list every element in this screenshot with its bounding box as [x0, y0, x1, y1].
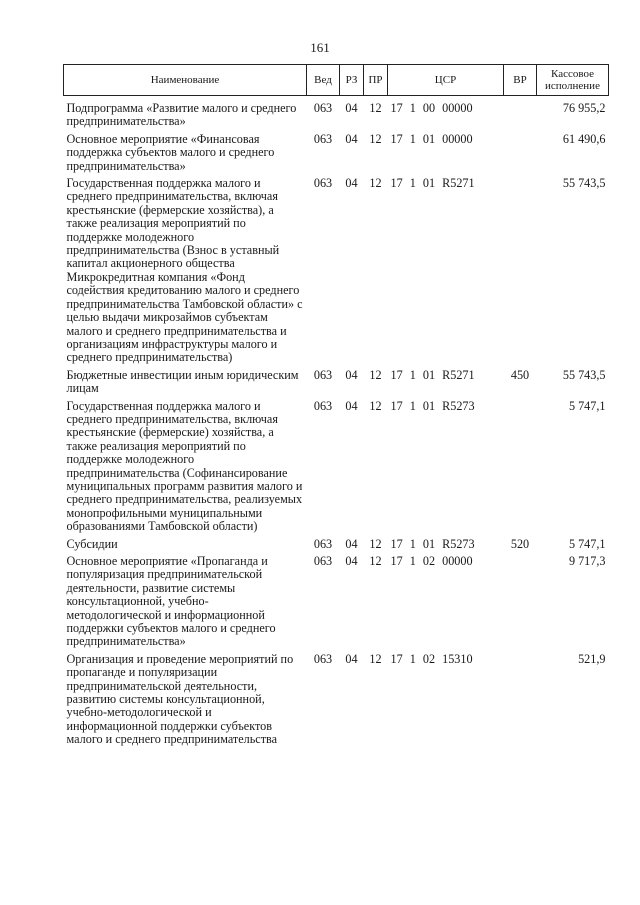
row-amount: 5 747,1 — [568, 536, 606, 551]
row-rz: 04 — [345, 651, 358, 666]
table-row — [64, 367, 609, 398]
row-csr: 17 1 01 R5273 — [390, 536, 475, 551]
row-name: Субсидии — [66, 536, 118, 551]
table-row — [64, 536, 609, 553]
row-csr: 17 1 02 15310 — [390, 651, 473, 666]
row-pr: 12 — [369, 131, 382, 146]
table-row — [64, 553, 609, 651]
column-header-csr: ЦСР — [388, 65, 504, 96]
row-pr: 12 — [369, 536, 382, 551]
row-rz: 04 — [345, 131, 358, 146]
row-ved: 063 — [313, 367, 333, 382]
table-row — [64, 96, 609, 131]
column-header-vr: ВР — [504, 65, 537, 96]
row-ved: 063 — [313, 554, 333, 568]
row-ved: 063 — [313, 398, 333, 413]
row-csr: 17 1 01 R5271 — [390, 367, 475, 382]
row-ved: 063 — [313, 651, 333, 666]
row-vr — [504, 398, 537, 536]
row-vr — [504, 651, 537, 749]
row-amount: 5 747,1 — [568, 398, 606, 413]
row-rz: 04 — [345, 398, 358, 413]
row-pr: 12 — [369, 398, 382, 413]
row-amount: 9 717,3 — [568, 554, 606, 568]
table-row — [64, 175, 609, 367]
page-number: 161 — [310, 40, 330, 55]
row-rz: 04 — [345, 554, 358, 568]
table-row — [64, 131, 609, 175]
row-rz: 04 — [345, 536, 358, 551]
row-name: Бюджетные инвестиции иным юридическим лицам — [66, 367, 299, 396]
column-header-ved: Вед — [307, 65, 340, 96]
row-pr: 12 — [369, 101, 382, 115]
row-vr — [504, 553, 537, 651]
column-header-rz: РЗ — [340, 65, 364, 96]
table-row — [64, 398, 609, 536]
row-amount: 76 955,2 — [562, 101, 606, 115]
table-header-row — [64, 65, 609, 96]
row-csr: 17 1 00 00000 — [390, 101, 473, 115]
amount-header-line-2: исполнение — [545, 80, 600, 92]
row-vr — [504, 96, 537, 131]
row-pr: 12 — [369, 176, 382, 191]
row-amount: 55 743,5 — [562, 367, 606, 382]
row-vr — [504, 131, 537, 175]
row-vr: 450 — [510, 367, 530, 382]
row-name: Основное мероприятие «Финансовая поддержка субъектов малого и среднего предпринимательства» — [66, 131, 275, 173]
row-rz: 04 — [345, 101, 358, 115]
row-ved: 063 — [313, 101, 333, 115]
row-rz: 04 — [345, 367, 358, 382]
row-csr: 17 1 01 R5273 — [390, 398, 475, 413]
row-csr: 17 1 01 00000 — [390, 131, 473, 146]
row-ved: 063 — [313, 536, 333, 551]
column-header-name: Наименование — [64, 65, 307, 96]
row-rz: 04 — [345, 176, 358, 191]
row-csr: 17 1 01 R5271 — [390, 176, 475, 191]
row-amount: 521,9 — [578, 651, 606, 666]
row-vr — [504, 175, 537, 367]
row-csr: 17 1 02 00000 — [390, 554, 473, 568]
table-row — [64, 651, 609, 749]
row-amount: 61 490,6 — [562, 131, 606, 146]
row-ved: 063 — [313, 131, 333, 146]
row-name: Государственная поддержка малого и среднего предпринимательства, включая крестьянские (фермерские) хозяйства, а также реализация мероприятий по поддержке молодежного предпринимательства (Софинансирование муниципальных программ развития малого и среднего предпринимательства, реализуемых монопрофильными муниципальными образованиями Тамбовской области) — [66, 398, 303, 534]
column-header-pr: ПР — [364, 65, 388, 96]
row-pr: 12 — [369, 554, 382, 568]
amount-header-line-1: Кассовое — [551, 68, 594, 80]
row-pr: 12 — [369, 367, 382, 382]
row-vr: 520 — [510, 536, 530, 551]
row-name: Основное мероприятие «Пропаганда и популяризация предпринимательской деятельности, развитие системы консультационной, учебно-методологической и информационной поддержки субъектов малого и среднего предпринимательства» — [66, 554, 276, 649]
column-header-amount — [537, 65, 609, 96]
budget-table — [63, 64, 609, 749]
row-ved: 063 — [313, 176, 333, 191]
row-name: Организация и проведение мероприятий по пропаганде и популяризации предпринимательской деятельности, развитию системы консультационной, учебно-методологической и информационной поддержки субъектов малого и среднего предпринимательства — [66, 651, 294, 747]
row-amount: 55 743,5 — [562, 176, 606, 191]
row-pr: 12 — [369, 651, 382, 666]
row-name: Государственная поддержка малого и среднего предпринимательства, включая крестьянские (фермерские хозяйства), а также реализация мероприятий по поддержке молодежного предпринимательства (Взнос в уставный капитал акционерного общества Микрокредитная компания «Фонд содействия кредитованию малого и среднего предпринимательства Тамбовской области» с целью выдачи микрозаймов субъектам малого и среднего предпринимательства и организациям инфраструктуры малого и среднего предпринимательства) — [66, 176, 303, 365]
row-name: Подпрограмма «Развитие малого и среднего предпринимательства» — [66, 101, 297, 129]
